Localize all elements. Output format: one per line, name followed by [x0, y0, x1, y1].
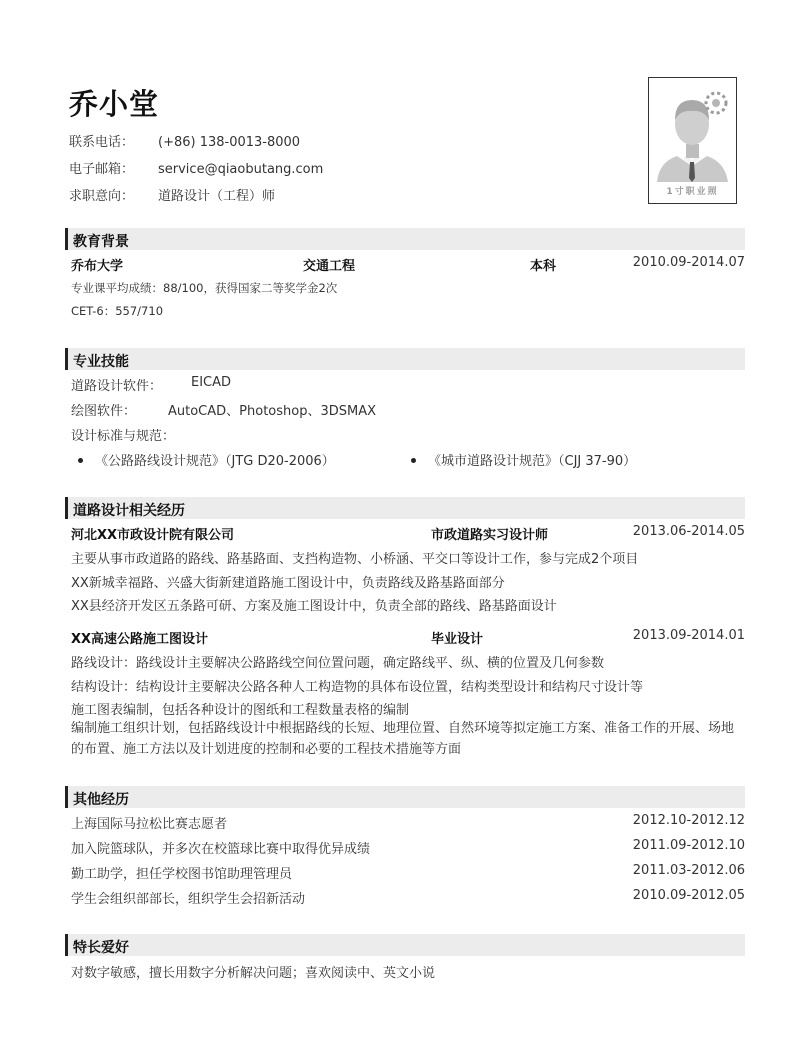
phone-label: 联系电话： [69, 135, 135, 150]
skill-row [71, 375, 745, 394]
email-label: 电子邮箱： [69, 162, 135, 177]
section-title: 道路设计相关经历 [73, 503, 185, 519]
experience-detail: XX县经济开发区五条路可研、方案及施工图设计中，负责全部的路线、路基路面设计 [71, 599, 557, 614]
other-text: 上海国际马拉松比赛志愿者 [71, 817, 228, 832]
hobby-text: 对数字敏感，擅长用数字分析解决问题；喜欢阅读中、英文小说 [71, 966, 436, 981]
organization: 河北XX市政设计院有限公司 [71, 528, 235, 543]
skill-label: 道路设计软件： [71, 379, 163, 394]
experience-detail: 结构设计：结构设计主要解决公路各种人工构造物的具体布设位置，结构类型设计和结构尺寸设计等 [71, 680, 644, 695]
experience-detail: XX新城幸福路、兴盛大街新建道路施工图设计中，负责路线及路基路面部分 [71, 576, 505, 591]
skill-value: AutoCAD、Photoshop、3DSMAX [168, 404, 377, 419]
section-title: 其他经历 [73, 792, 129, 808]
standard-item [411, 450, 636, 469]
major: 交通工程 [303, 259, 356, 274]
skill-label: 设计标准与规范： [71, 429, 176, 444]
education-period: 2010.09-2014.07 [632, 255, 745, 270]
other-text: 勤工助学，担任学校图书馆助理管理员 [71, 867, 293, 882]
phone-row [69, 131, 300, 150]
other-period: 2012.10-2012.12 [632, 813, 745, 828]
section-title: 特长爱好 [73, 940, 129, 956]
experience-header [71, 628, 745, 647]
experience-detail: 路线设计：路线设计主要解决公路路线空间位置问题，确定路线平、纵、横的位置及几何参数 [71, 656, 605, 671]
bullet-icon [411, 458, 416, 463]
role: 市政道路实习设计师 [431, 528, 549, 543]
intent-row [69, 185, 275, 204]
standard-text: 《城市道路设计规范》（CJJ 37-90） [428, 454, 637, 469]
experience-period: 2013.06-2014.05 [632, 524, 745, 539]
section-other-experience [65, 786, 745, 808]
organization: XX高速公路施工图设计 [71, 632, 209, 647]
experience-detail: 施工图表编制，包括各种设计的图纸和工程数量表格的编制 [71, 703, 410, 718]
skill-value: EICAD [191, 375, 232, 390]
list-item [71, 813, 745, 832]
skill-row [71, 400, 745, 419]
list-item [71, 838, 745, 857]
degree: 本科 [530, 259, 557, 274]
education-detail: 专业课平均成绩：88/100，获得国家二等奖学金2次 [71, 281, 338, 295]
other-period: 2011.03-2012.06 [632, 863, 745, 878]
intent-label: 求职意向： [69, 189, 135, 204]
list-item [71, 863, 745, 882]
other-period: 2011.09-2012.10 [632, 838, 745, 853]
experience-header [71, 524, 745, 543]
intent-value: 道路设计（工程）师 [158, 189, 276, 204]
section-title: 专业技能 [73, 354, 129, 370]
section-hobbies [65, 934, 745, 956]
phone-value: (+86) 138-0013-8000 [158, 135, 301, 150]
role: 毕业设计 [431, 632, 484, 647]
standard-text: 《公路路线设计规范》（JTG D20-2006） [95, 454, 335, 469]
photo-caption: 1寸职业照 [666, 187, 719, 197]
email-row [69, 158, 323, 177]
section-road-experience [65, 497, 745, 519]
experience-period: 2013.09-2014.01 [632, 628, 745, 643]
other-period: 2010.09-2012.05 [632, 888, 745, 903]
email-value: service@qiaobutang.com [158, 162, 324, 177]
profile-photo [648, 77, 737, 204]
other-text: 学生会组织部部长，组织学生会招新活动 [71, 892, 306, 907]
experience-detail: 主要从事市政道路的路线、路基路面、支挡构造物、小桥涵、平交口等设计工作，参与完成2个项目 [71, 552, 639, 567]
bullet-icon [78, 458, 83, 463]
section-title: 教育背景 [73, 234, 129, 250]
candidate-name: 乔小堂 [69, 87, 160, 121]
section-skills [65, 348, 745, 370]
other-text: 加入院篮球队，并多次在校篮球比赛中取得优异成绩 [71, 842, 371, 857]
school-name: 乔布大学 [71, 259, 124, 274]
section-education [65, 228, 745, 250]
education-row [71, 255, 745, 274]
standard-item [78, 450, 335, 469]
experience-detail: 编制施工组织计划，包括路线设计中根据路线的长短、地理位置、自然环境等拟定施工方案、准备工作的开展、场地的布置、施工方法以及计划进度的控制和必要的工程技术措施等方面 [71, 721, 735, 757]
education-detail: CET-6：557/710 [71, 304, 164, 318]
list-item [71, 888, 745, 907]
skill-label: 绘图软件： [71, 404, 137, 419]
